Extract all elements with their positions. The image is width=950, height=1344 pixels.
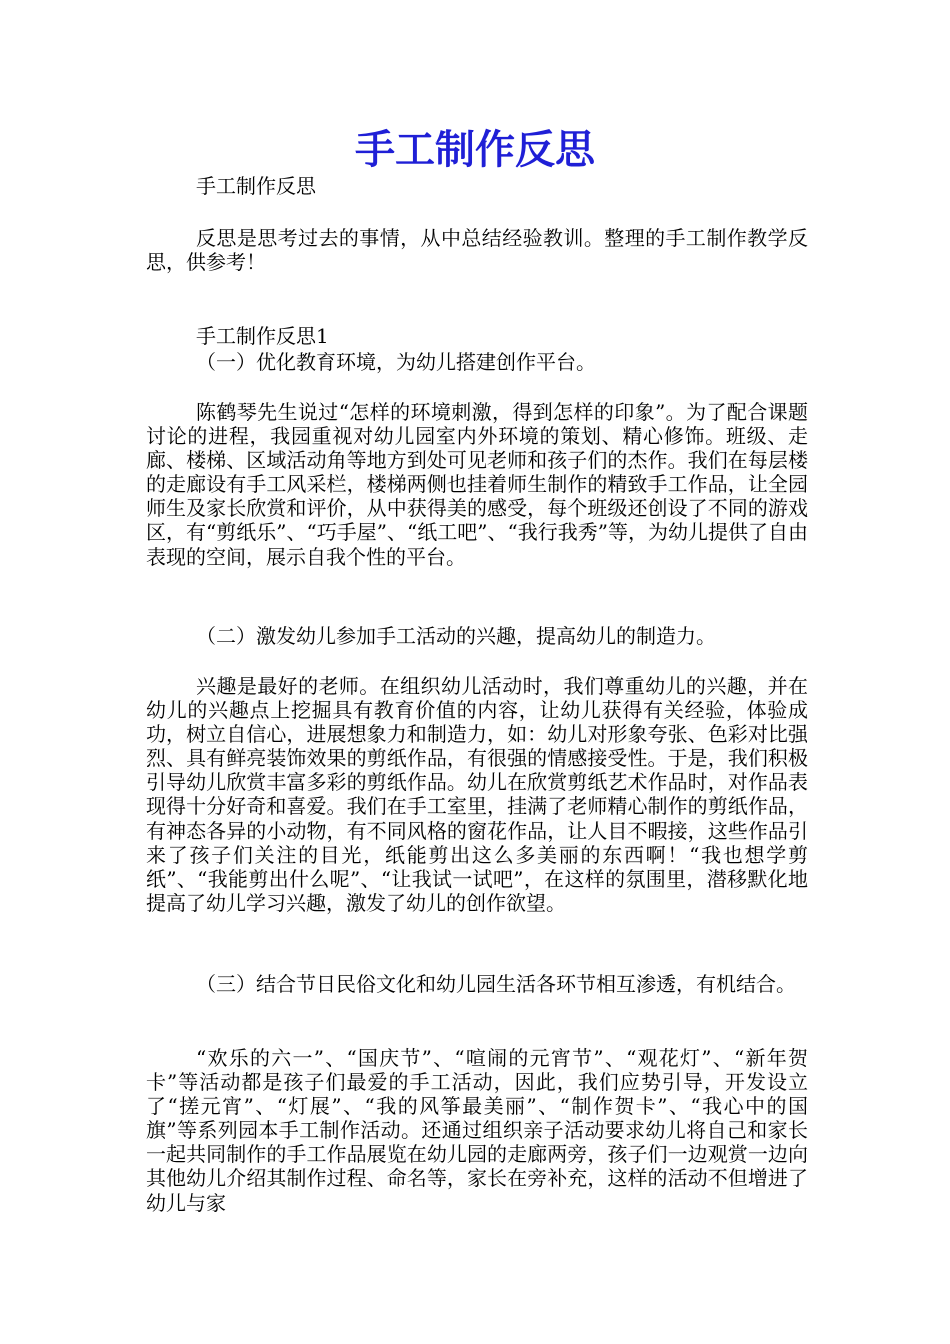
heading-3: （三）结合节日民俗文化和幼儿园生活各环节相互渗透，有机结合。 (196, 972, 796, 996)
paragraph-1: 陈鹤琴先生说过“怎样的环境刺激，得到怎样的印象”。为了配合课题讨论的进程，我园重视对幼儿园室内外环境的策划、精心修饰。班级、走廊、楼梯、区域活动角等地方到处可见老师和孩子们的杰作。我们在每层楼的走廊设有手工风采栏，楼梯两侧也挂着师生制作的精致手工作品，让全园师生及家长欣赏和评价，从中获得美的感受，每个班级还创设了不同的游戏区，有“剪纸乐”、“巧手屋”、“纸工吧”、“我行我秀”等，为幼儿提供了自由表现的空间，展示自我个性的平台。 (146, 400, 808, 569)
heading-1: （一）优化教育环境，为幼儿搭建创作平台。 (196, 350, 596, 374)
document-subtitle: 手工制作反思 (196, 174, 316, 198)
paragraph-3: “欢乐的六一”、“国庆节”、“喧闹的元宵节”、“观花灯”、“新年贺卡”等活动都是孩子们最爱的手工活动，因此，我们应势引导，开发设立了“搓元宵”、“灯展”、“我的风筝最美丽”、“制作贺卡”、“我心中的国旗”等系列园本手工制作活动。还通过组织亲子活动要求幼儿将自己和家长一起共同制作的手工作品展览在幼儿园的走廊两旁，孩子们一边观赏一边向其他幼儿介绍其制作过程、命名等，家长在旁补充，这样的活动不但增进了幼儿与家 (146, 1046, 808, 1215)
section-title: 手工制作反思1 (196, 324, 329, 348)
intro-paragraph: 反思是思考过去的事情，从中总结经验教训。整理的手工制作教学反思，供参考！ (146, 226, 808, 275)
document-title: 手工制作反思 (355, 127, 595, 173)
paragraph-2: 兴趣是最好的老师。在组织幼儿活动时，我们尊重幼儿的兴趣，并在幼儿的兴趣点上挖掘具有教育价值的内容，让幼儿获得有关经验，体验成功，树立自信心，进展想象力和制造力，如：幼儿对形象夸张、色彩对比强烈、具有鲜亮装饰效果的剪纸作品，有很强的情感接受性。于是，我们积极引导幼儿欣赏丰富多彩的剪纸作品。幼儿在欣赏剪纸艺术作品时，对作品表现得十分好奇和喜爱。我们在手工室里，挂满了老师精心制作的剪纸作品，有神态各异的小动物，有不同风格的窗花作品，让人目不暇接，这些作品引来了孩子们关注的目光，纸能剪出这么多美丽的东西啊！“我也想学剪纸”、“我能剪出什么呢”、“让我试一试吧”，在这样的氛围里，潜移默化地提高了幼儿学习兴趣，激发了幼儿的创作欲望。 (146, 674, 808, 915)
heading-2: （二）激发幼儿参加手工活动的兴趣，提高幼儿的制造力。 (196, 624, 716, 648)
